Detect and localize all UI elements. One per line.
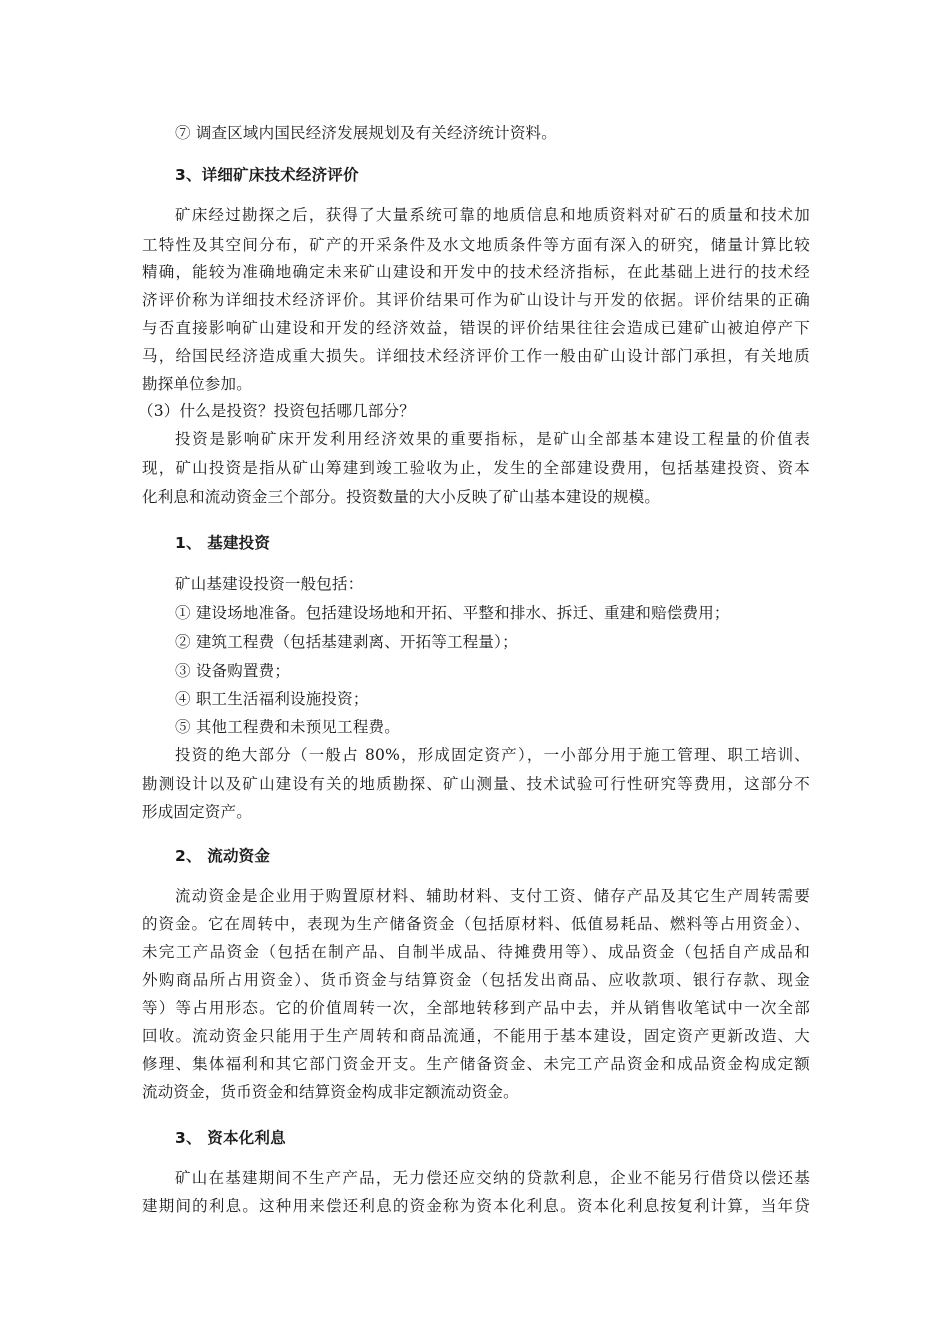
heading-detailed-evaluation: 3、详细矿床技术经济评价 <box>175 166 359 184</box>
paragraph-line: 工特性及其空间分布，矿产的开采条件及水文地质条件等方面有深入的研究，储量计算比较 <box>142 236 810 254</box>
paragraph-line: 勘探单位参加。 <box>142 375 252 393</box>
paragraph-line: 建期间的利息。这种用来偿还利息的资金称为资本化利息。资本化利息按复利计算，当年贷 <box>142 1197 810 1215</box>
paragraph-line: 济评价称为详细技术经济评价。其评价结果可作为矿山设计与开发的依据。评价结果的正确 <box>142 291 810 309</box>
paragraph-line: 外购商品所占用资金）、货币资金与结算资金（包括发出商品、应收款项、银行存款、现金 <box>142 971 810 989</box>
paragraph-line: 修理、集体福利和其它部门资金开支。生产储备资金、未完工产品资金和成品资金构成定额 <box>142 1055 810 1073</box>
paragraph-line: 精确，能较为准确地确定未来矿山建设和开发中的技术经济指标，在此基础上进行的技术经 <box>142 263 810 281</box>
question-heading: （3）什么是投资？投资包括哪几部分？ <box>138 402 415 420</box>
paragraph-line: 投资是影响矿床开发利用经济效果的重要指标，是矿山全部基本建设工程量的价值表 <box>175 430 810 448</box>
list-item: ① 建设场地准备。包括建设场地和开拓、平整和排水、拆迁、重建和赔偿费用； <box>175 604 730 622</box>
paragraph-line: 等）等占用形态。它的价值周转一次，全部地转移到产品中去，并从销售收笔试中一次全部 <box>142 999 810 1017</box>
paragraph-line: 矿山在基建期间不生产产品，无力偿还应交纳的贷款利息，企业不能另行借贷以偿还基 <box>175 1169 810 1187</box>
list-item: ③ 设备购置费； <box>175 662 291 680</box>
paragraph-line: 流动资金，货币资金和结算资金构成非定额流动资金。 <box>142 1083 519 1101</box>
heading-working-capital: 2、 流动资金 <box>175 847 271 865</box>
list-item-7: ⑦ 调查区域内国民经济发展规划及有关经济统计资料。 <box>175 124 557 142</box>
paragraph-line: 未完工产品资金（包括在制产品、自制半成品、待摊费用等）、成品资金（包括自产成品和 <box>142 943 810 961</box>
paragraph-line: 流动资金是企业用于购置原材料、辅助材料、支付工资、储存产品及其它生产周转需要 <box>175 887 810 905</box>
paragraph-line: 投资的绝大部分（一般占 80%，形成固定资产），一小部分用于施工管理、职工培训、 <box>175 746 810 764</box>
list-item: ⑤ 其他工程费和未预见工程费。 <box>175 718 400 736</box>
paragraph-line: 回收。流动资金只能用于生产周转和商品流通，不能用于基本建设，固定资产更新改造、大 <box>142 1027 810 1045</box>
paragraph-line: 与否直接影响矿山建设和开发的经济效益，错误的评价结果往往会造成已建矿山被迫停产下 <box>142 319 810 337</box>
paragraph-line: 矿床经过勘探之后，获得了大量系统可靠的地质信息和地质资料对矿石的质量和技术加 <box>175 206 810 224</box>
heading-base-investment: 1、 基建投资 <box>175 534 271 552</box>
list-item: ④ 职工生活福利设施投资； <box>175 690 369 708</box>
paragraph-line: 化利息和流动资金三个部分。投资数量的大小反映了矿山基本建设的规模。 <box>142 488 661 506</box>
list-item: ② 建筑工程费（包括基建剥离、开拓等工程量）； <box>175 633 518 651</box>
paragraph-line: 马，给国民经济造成重大损失。详细技术经济评价工作一般由矿山设计部门承担，有关地质 <box>142 347 810 365</box>
paragraph-line: 现，矿山投资是指从矿山筹建到竣工验收为止，发生的全部建设费用，包括基建投资、资本 <box>142 459 810 477</box>
heading-capitalized-interest: 3、 资本化利息 <box>175 1129 286 1147</box>
paragraph-line: 的资金。它在周转中，表现为生产储备资金（包括原材料、低值易耗品、燃料等占用资金）、 <box>142 915 810 933</box>
paragraph-line: 矿山基建设投资一般包括： <box>175 575 364 593</box>
paragraph-line: 形成固定资产。 <box>142 803 252 821</box>
paragraph-line: 勘测设计以及矿山建设有关的地质勘探、矿山测量、技术试验可行性研究等费用，这部分不 <box>142 775 810 793</box>
